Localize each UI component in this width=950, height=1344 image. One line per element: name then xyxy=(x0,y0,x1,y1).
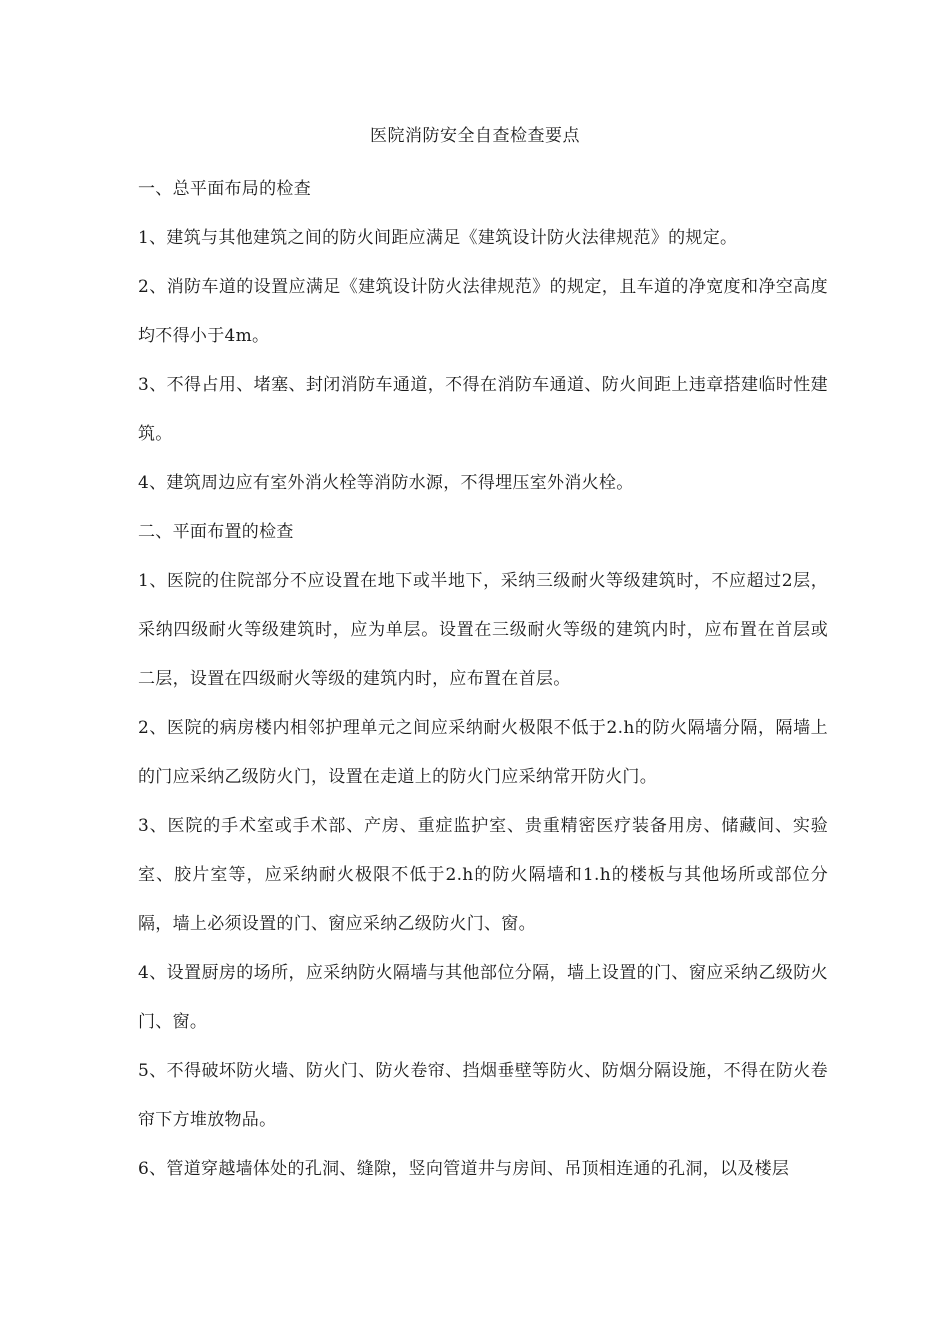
section-heading-1: 一、总平面布局的检查 xyxy=(138,179,311,199)
paragraph: 2、消防车道的设置应满足《建筑设计防火法律规范》的规定，且车道的净宽度和净空高度均不得小于4m。 xyxy=(138,277,828,346)
paragraph: 6、管道穿越墙体处的孔洞、缝隙，竖向管道井与房间、吊顶相连通的孔洞，以及楼层 xyxy=(138,1159,790,1179)
paragraph: 5、不得破坏防火墙、防火门、防火卷帘、挡烟垂壁等防火、防烟分隔设施，不得在防火卷帘下方堆放物品。 xyxy=(138,1061,828,1130)
paragraph: 1、医院的住院部分不应设置在地下或半地下，采纳三级耐火等级建筑时，不应超过2层，采纳四级耐火等级建筑时，应为单层。设置在三级耐火等级的建筑内时，应布置在首层或二层，设置在四级耐火等级的建筑内时，应布置在首层。 xyxy=(138,571,828,689)
paragraph: 3、医院的手术室或手术部、产房、重症监护室、贵重精密医疗装备用房、储藏间、实验室、胶片室等，应采纳耐火极限不低于2.h的防火隔墙和1.h的楼板与其他场所或部位分隔，墙上必须设置的门、窗应采纳乙级防火门、窗。 xyxy=(138,816,828,934)
paragraph: 3、不得占用、堵塞、封闭消防车通道，不得在消防车通道、防火间距上违章搭建临时性建筑。 xyxy=(138,375,828,444)
paragraph: 4、设置厨房的场所，应采纳防火隔墙与其他部位分隔，墙上设置的门、窗应采纳乙级防火门、窗。 xyxy=(138,963,828,1032)
paragraph: 4、建筑周边应有室外消火栓等消防水源，不得埋压室外消火栓。 xyxy=(138,473,634,493)
paragraph: 2、医院的病房楼内相邻护理单元之间应采纳耐火极限不低于2.h的防火隔墙分隔，隔墙上的门应采纳乙级防火门，设置在走道上的防火门应采纳常开防火门。 xyxy=(138,718,828,787)
paragraph: 1、建筑与其他建筑之间的防火间距应满足《建筑设计防火法律规范》的规定。 xyxy=(138,228,738,248)
document-body xyxy=(138,165,828,1194)
section-heading-2: 二、平面布置的检查 xyxy=(138,522,294,542)
document-title: 医院消防安全自查检查要点 xyxy=(370,126,580,146)
